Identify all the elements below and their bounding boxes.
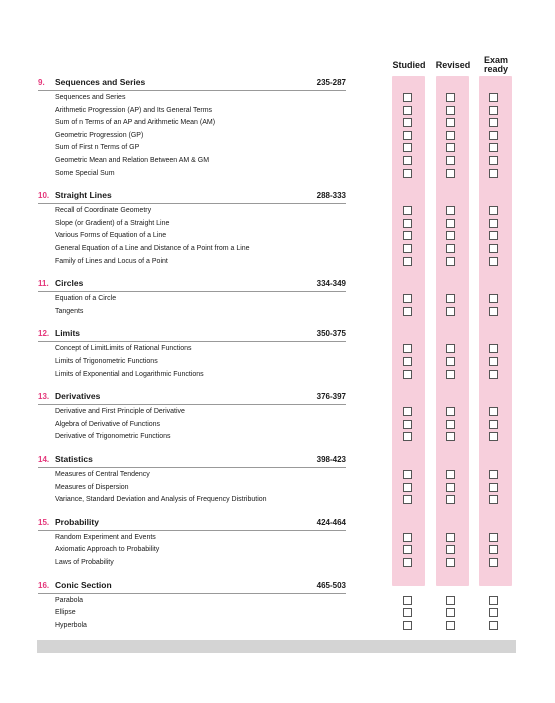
exam-ready-checkbox[interactable] [489,118,498,127]
topic-item: Random Experiment and Events [55,533,156,541]
topic-item: Sum of n Terms of an AP and Arithmetic Mean (AM) [55,119,216,127]
revised-checkbox[interactable] [446,219,455,228]
revised-checkbox[interactable] [446,470,455,479]
exam-ready-checkbox[interactable] [489,483,498,492]
chapter-title: Limits [55,328,81,339]
studied-checkbox[interactable] [403,420,412,429]
topic-item: Geometric Progression (GP) [55,131,144,139]
exam-ready-header: Exam ready [483,55,509,74]
studied-checkbox[interactable] [403,93,412,102]
studied-checkbox[interactable] [403,432,412,441]
chapter-page-range: 465-503 [316,580,346,590]
revised-checkbox[interactable] [446,294,455,303]
chapter-heading [38,580,346,594]
revised-checkbox[interactable] [446,143,455,152]
chapter-number: 10. [38,191,50,201]
revised-checkbox[interactable] [446,118,455,127]
topic-item: Various Forms of Equation of a Line [55,232,167,240]
chapter-page-range: 398-423 [316,455,346,464]
exam-ready-checkbox[interactable] [489,495,498,504]
revised-checkbox[interactable] [446,169,455,178]
chapter-title: Sequences and Series [55,77,146,87]
topic-item: Derivative of Trigonometric Functions [55,433,171,441]
exam-ready-checkbox[interactable] [489,608,498,617]
chapter-title: Probability [55,516,99,527]
chapter-heading [38,328,346,342]
topic-item: Hyperbola [55,621,87,629]
topic-item: Geometric Mean and Relation Between AM & GM [55,157,210,164]
footer-bar [37,640,516,653]
studied-checkbox[interactable] [403,470,412,479]
exam-ready-checkbox[interactable] [489,596,498,605]
studied-checkbox[interactable] [403,357,412,366]
chapter-title: Derivatives [55,391,101,402]
exam-ready-checkbox[interactable] [489,106,498,115]
topic-item: Axiomatic Approach to Probability [55,546,160,554]
topic-item: Recall of Coordinate Geometry [55,207,152,215]
topic-item: Limits of Trigonometric Functions [55,357,158,365]
chapter-heading [38,190,346,204]
studied-checkbox[interactable] [403,533,412,542]
chapter-heading [38,77,346,91]
exam-ready-checkbox[interactable] [489,558,498,567]
exam-ready-checkbox[interactable] [489,307,498,316]
studied-checkbox[interactable] [403,294,412,303]
chapter-title: Statistics [55,454,93,464]
exam-ready-checkbox[interactable] [489,143,498,152]
studied-checkbox[interactable] [403,118,412,127]
topic-item: Tangents [55,307,84,315]
chapter-heading [38,517,346,531]
chapter-page-range: 350-375 [316,329,346,339]
studied-checkbox[interactable] [403,370,412,379]
exam-ready-checkbox[interactable] [489,244,498,253]
revised-checkbox[interactable] [446,558,455,567]
topic-item: Laws of Probability [55,558,114,566]
topic-item: Arithmetic Progression (AP) and Its General Terms [55,106,213,114]
exam-ready-checkbox[interactable] [489,407,498,416]
revised-checkbox[interactable] [446,231,455,240]
studied-checkbox[interactable] [403,244,412,253]
chapter-number: 11. [38,279,49,289]
studied-checkbox[interactable] [403,219,412,228]
exam-ready-checkbox[interactable] [489,432,498,441]
revised-checkbox[interactable] [446,307,455,316]
revised-checkbox[interactable] [446,495,455,504]
exam-ready-checkbox[interactable] [489,621,498,630]
topic-item: Sequences and Series [55,94,126,101]
exam-ready-checkbox[interactable] [489,219,498,228]
chapter-title: Circles [55,278,84,289]
chapter-number: 15. [38,517,50,527]
studied-checkbox[interactable] [403,495,412,504]
revised-checkbox[interactable] [446,533,455,542]
chapter-number: 16. [38,580,50,590]
studied-checkbox[interactable] [403,206,412,215]
exam-ready-checkbox[interactable] [489,344,498,353]
revised-checkbox[interactable] [446,106,455,115]
studied-checkbox[interactable] [403,407,412,416]
chapter-page-range: 334-349 [316,279,346,289]
revised-checkbox[interactable] [446,206,455,215]
topic-item: Slope (or Gradient) of a Straight Line [55,219,170,227]
chapter-number: 9. [38,78,45,87]
revised-checkbox[interactable] [446,156,455,165]
exam-ready-checkbox[interactable] [489,231,498,240]
revised-checkbox[interactable] [446,244,455,253]
topic-item: Parabola [55,596,84,604]
chapter-title: Straight Lines [55,190,112,201]
exam-ready-checkbox[interactable] [489,370,498,379]
chapter-heading [38,391,346,405]
studied-header: Studied [392,60,426,70]
topic-item: Measures of Dispersion [55,483,129,491]
chapter-page-range: 376-397 [316,392,346,402]
revised-checkbox[interactable] [446,257,455,266]
revised-checkbox[interactable] [446,432,455,441]
topic-item: Equation of a Circle [55,295,117,303]
revised-checkbox[interactable] [446,93,455,102]
studied-checkbox[interactable] [403,344,412,353]
chapter-page-range: 424-464 [316,517,346,527]
topic-item: General Equation of a Line and Distance of a Point from a Line [55,244,250,252]
topic-item: Limits of Exponential and Logarithmic Functions [55,370,204,378]
topic-item: Algebra of Derivative of Functions [55,420,161,428]
exam-ready-checkbox[interactable] [489,357,498,366]
studied-checkbox[interactable] [403,307,412,316]
revised-checkbox[interactable] [446,483,455,492]
topic-item: Concept of LimitLimits of Rational Functions [55,345,192,353]
topic-item: Some Special Sum [55,169,115,177]
exam-ready-checkbox[interactable] [489,169,498,178]
revised-checkbox[interactable] [446,621,455,630]
chapter-number: 13. [38,392,50,402]
chapter-title: Conic Section [55,579,112,590]
chapter-page-range: 288-333 [316,191,346,201]
studied-checkbox[interactable] [403,596,412,605]
revised-checkbox[interactable] [446,357,455,366]
exam-ready-checkbox[interactable] [489,470,498,479]
studied-checkbox[interactable] [403,156,412,165]
revised-checkbox[interactable] [446,545,455,554]
exam-ready-checkbox[interactable] [489,93,498,102]
exam-ready-checkbox[interactable] [489,206,498,215]
topic-item: Family of Lines and Locus of a Point [55,257,168,265]
chapter-heading [38,454,346,468]
revised-checkbox[interactable] [446,596,455,605]
studied-checkbox[interactable] [403,257,412,266]
topic-item: Measures of Central Tendency [55,471,150,478]
revised-checkbox[interactable] [446,131,455,140]
studied-checkbox[interactable] [403,143,412,152]
chapter-heading [38,278,346,292]
topic-item: Ellipse [55,609,76,617]
exam-ready-checkbox[interactable] [489,545,498,554]
studied-checkbox[interactable] [403,231,412,240]
studied-checkbox[interactable] [403,131,412,140]
revised-checkbox[interactable] [446,344,455,353]
studied-checkbox[interactable] [403,621,412,630]
revised-header: Revised [435,60,471,70]
studied-checkbox[interactable] [403,558,412,567]
revised-checkbox[interactable] [446,420,455,429]
studied-checkbox[interactable] [403,106,412,115]
revised-checkbox[interactable] [446,407,455,416]
studied-checkbox[interactable] [403,483,412,492]
exam-ready-checkbox[interactable] [489,533,498,542]
studied-checkbox[interactable] [403,545,412,554]
exam-ready-checkbox[interactable] [489,420,498,429]
chapter-number: 12. [38,329,50,339]
revised-checkbox[interactable] [446,608,455,617]
exam-ready-checkbox[interactable] [489,131,498,140]
topic-item: Derivative and First Principle of Derivative [55,408,185,416]
exam-ready-checkbox[interactable] [489,294,498,303]
exam-ready-checkbox[interactable] [489,257,498,266]
chapter-page-range: 235-287 [316,78,346,87]
revised-checkbox[interactable] [446,370,455,379]
topic-item: Variance, Standard Deviation and Analysis of Frequency Distribution [55,496,267,504]
studied-checkbox[interactable] [403,608,412,617]
exam-ready-checkbox[interactable] [489,156,498,165]
topic-item: Sum of First n Terms of GP [55,144,140,152]
studied-checkbox[interactable] [403,169,412,178]
chapter-number: 14. [38,455,50,464]
